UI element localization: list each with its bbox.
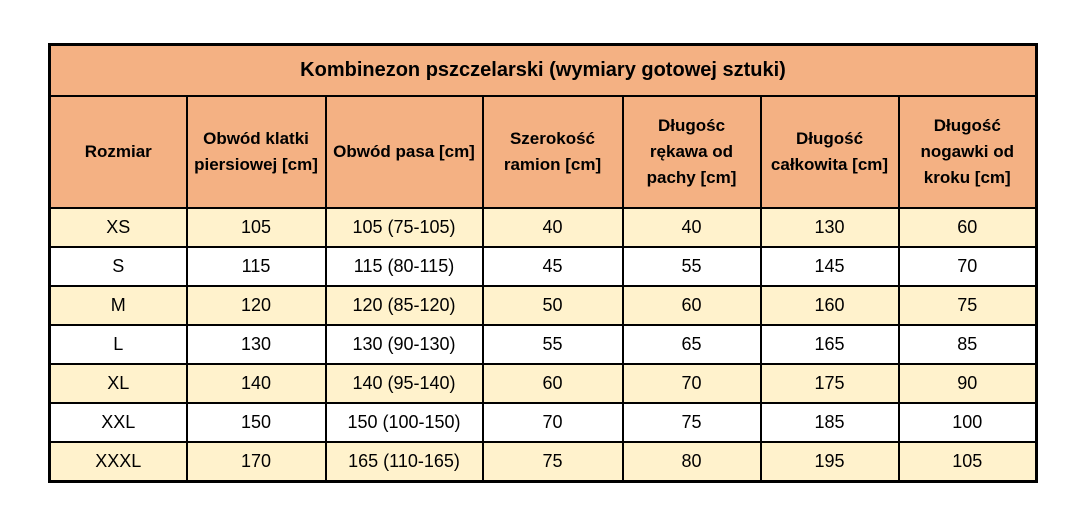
table-body <box>50 208 1037 482</box>
cell-inseam: 105 <box>899 442 1037 482</box>
cell-shoulders: 45 <box>483 247 623 286</box>
cell-waist: 165 (110-165) <box>326 442 483 482</box>
cell-chest: 130 <box>187 325 326 364</box>
cell-total-length: 160 <box>761 286 899 325</box>
cell-waist: 140 (95-140) <box>326 364 483 403</box>
cell-chest: 150 <box>187 403 326 442</box>
header-sleeve: Długośc rękawa od pachy [cm] <box>623 96 761 208</box>
cell-sleeve: 80 <box>623 442 761 482</box>
header-row <box>50 96 1037 208</box>
cell-waist: 150 (100-150) <box>326 403 483 442</box>
cell-total-length: 165 <box>761 325 899 364</box>
cell-inseam: 85 <box>899 325 1037 364</box>
cell-inseam: 100 <box>899 403 1037 442</box>
header-total-length: Długość całkowita [cm] <box>761 96 899 208</box>
table-row <box>50 208 1037 247</box>
cell-shoulders: 50 <box>483 286 623 325</box>
cell-inseam: 75 <box>899 286 1037 325</box>
cell-shoulders: 75 <box>483 442 623 482</box>
table-row <box>50 403 1037 442</box>
cell-chest: 120 <box>187 286 326 325</box>
table-row <box>50 286 1037 325</box>
cell-total-length: 145 <box>761 247 899 286</box>
cell-sleeve: 55 <box>623 247 761 286</box>
cell-waist: 105 (75-105) <box>326 208 483 247</box>
cell-inseam: 90 <box>899 364 1037 403</box>
cell-sleeve: 60 <box>623 286 761 325</box>
header-waist: Obwód pasa [cm] <box>326 96 483 208</box>
table-row <box>50 247 1037 286</box>
cell-chest: 170 <box>187 442 326 482</box>
cell-sleeve: 70 <box>623 364 761 403</box>
cell-size: XL <box>50 364 187 403</box>
cell-waist: 130 (90-130) <box>326 325 483 364</box>
cell-size: XXXL <box>50 442 187 482</box>
cell-inseam: 70 <box>899 247 1037 286</box>
header-size: Rozmiar <box>50 96 187 208</box>
cell-chest: 105 <box>187 208 326 247</box>
cell-size: S <box>50 247 187 286</box>
cell-chest: 115 <box>187 247 326 286</box>
size-table <box>48 43 1038 483</box>
header-inseam: Długość nogawki od kroku [cm] <box>899 96 1037 208</box>
cell-waist: 115 (80-115) <box>326 247 483 286</box>
cell-total-length: 130 <box>761 208 899 247</box>
header-chest: Obwód klatki piersiowej [cm] <box>187 96 326 208</box>
header-shoulders: Szerokość ramion [cm] <box>483 96 623 208</box>
cell-sleeve: 40 <box>623 208 761 247</box>
cell-shoulders: 70 <box>483 403 623 442</box>
cell-shoulders: 60 <box>483 364 623 403</box>
table-row <box>50 364 1037 403</box>
cell-shoulders: 40 <box>483 208 623 247</box>
cell-waist: 120 (85-120) <box>326 286 483 325</box>
cell-size: L <box>50 325 187 364</box>
cell-size: M <box>50 286 187 325</box>
table-row <box>50 325 1037 364</box>
cell-sleeve: 65 <box>623 325 761 364</box>
cell-chest: 140 <box>187 364 326 403</box>
cell-total-length: 175 <box>761 364 899 403</box>
cell-total-length: 185 <box>761 403 899 442</box>
table-title: Kombinezon pszczelarski (wymiary gotowej sztuki) <box>50 45 1037 97</box>
title-row <box>50 45 1037 97</box>
cell-inseam: 60 <box>899 208 1037 247</box>
cell-size: XS <box>50 208 187 247</box>
cell-total-length: 195 <box>761 442 899 482</box>
cell-sleeve: 75 <box>623 403 761 442</box>
cell-size: XXL <box>50 403 187 442</box>
table-row <box>50 442 1037 482</box>
cell-shoulders: 55 <box>483 325 623 364</box>
